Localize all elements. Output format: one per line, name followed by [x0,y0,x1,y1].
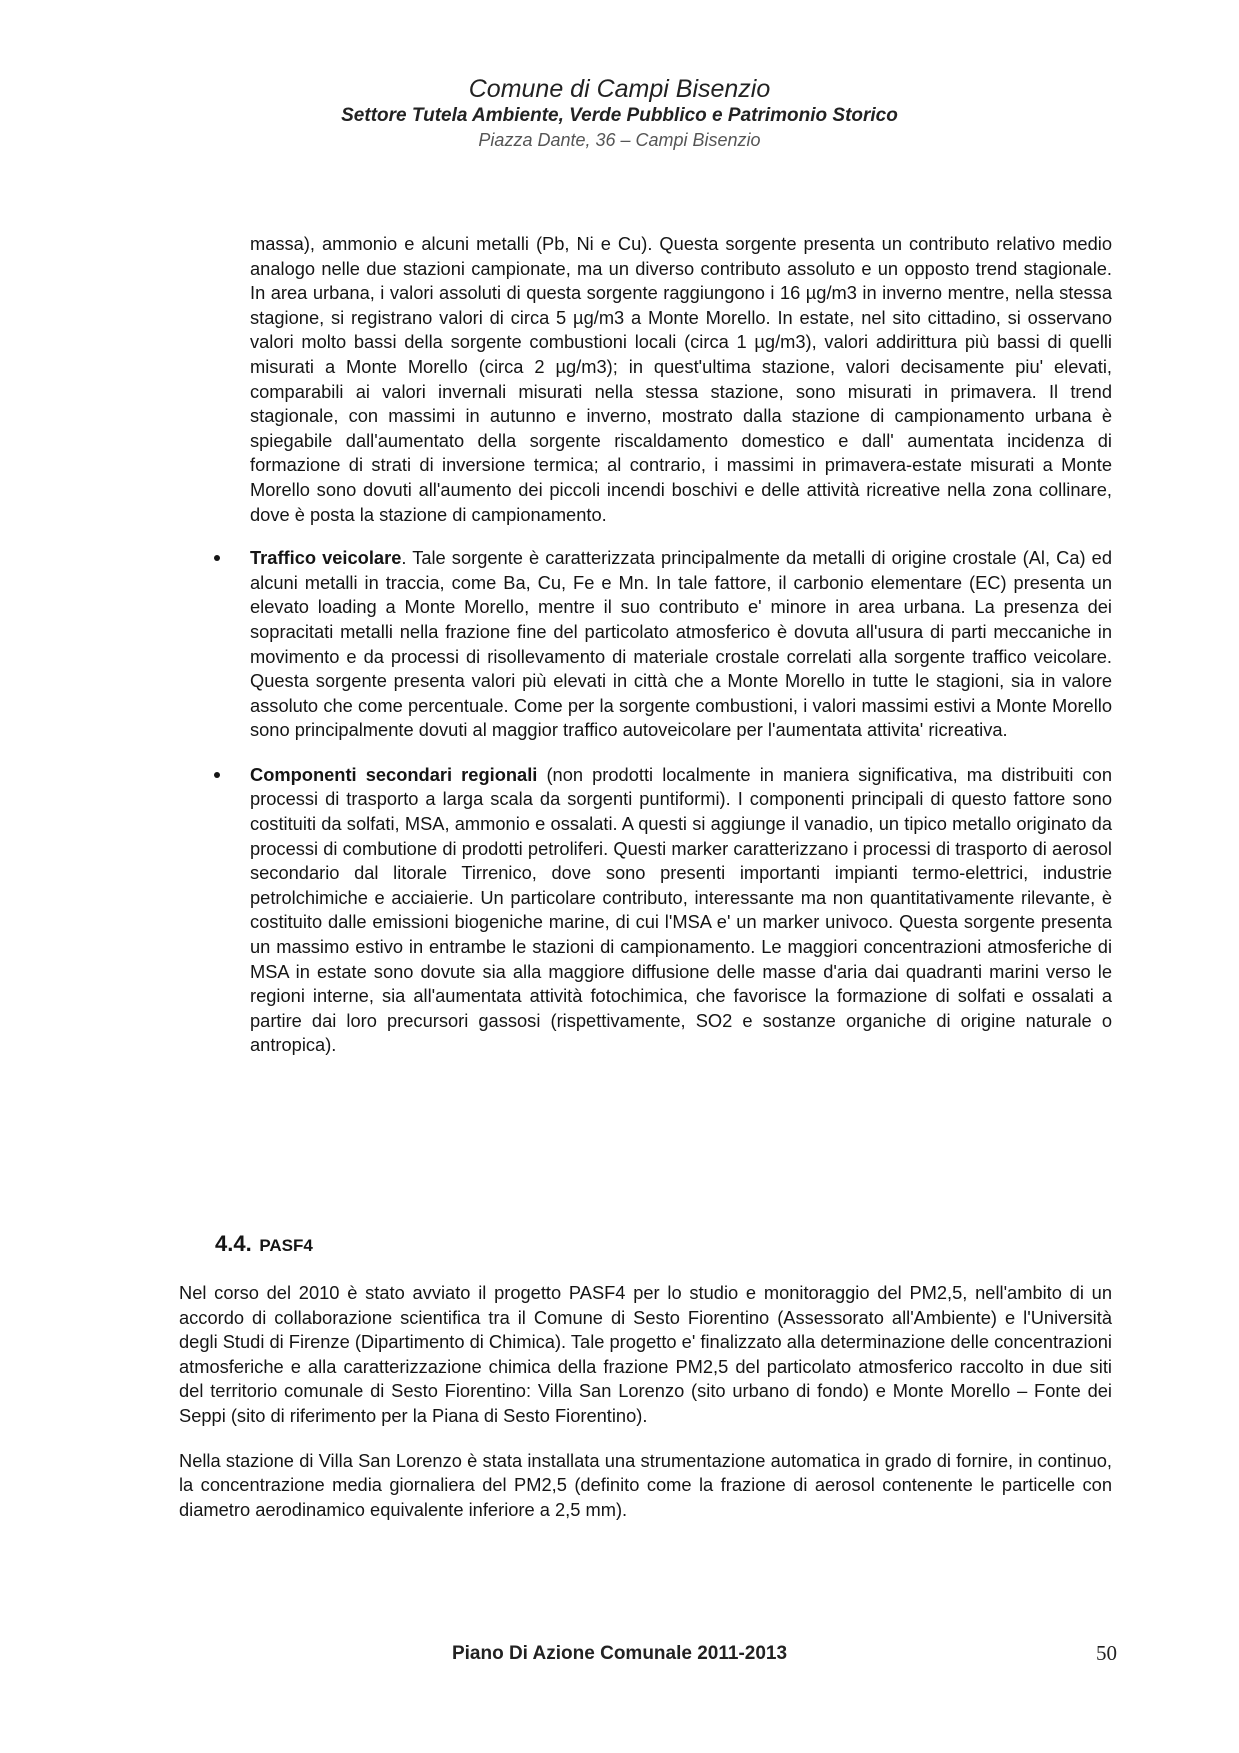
bullet-icon [214,555,220,561]
page-number: 50 [1096,1641,1117,1665]
section-title: PASF4 [259,1236,313,1255]
continuation-paragraph: massa), ammonio e alcuni metalli (Pb, Ni e Cu). Questa sorgente presenta un contributo relativo medio analogo nelle due stazioni campionate, ma un diverso contributo assoluto e un opposto trend stagionale. In area urbana, i valori assoluti di questa sorgente raggiungono i 16 µg/m3 in inverno mentre, nella stessa stagione, si registrano valori di circa 5 µg/m3 a Monte Morello. In estate, nel sito cittadino, si osservano valori molto bassi della sorgente combustioni locali (circa 1 µg/m3), valori addirittura più bassi di quelli misurati a Monte Morello (circa 2 µg/m3); in quest'ultima stazione, valori decisamente piu' elevati, comparabili ai valori invernali misurati nella stessa stazione, sono misurati in primavera. Il trend stagionale, con massimi in autunno e inverno, mostrato dalla stazione di campionamento urbana è spiegabile dall'aumentato della sorgente riscaldamento domestico e dall' aumentata incidenza di formazione di strati di inversione termica; al contrario, i massimi in primavera-estate misurati a Monte Morello sono dovuti all'aumento dei piccoli incendi boschivi e delle attività ricreative nella zona collinare, dove è posta la stazione di campionamento. [250,233,1112,525]
list-item [250,763,1112,1058]
section-heading [215,1227,1112,1261]
section-pasf4 [179,1227,1112,1542]
page-footer [0,1643,1239,1671]
bullet-icon [214,772,220,778]
section-number: 4.4. [215,1231,252,1256]
bullet-term: Traffico veicolare [250,547,402,569]
bullet-term: Componenti secondari regionali [250,763,538,785]
list-item [250,546,1112,743]
section-paragraph: Nella stazione di Villa San Lorenzo è stata installata una strumentazione automatica in grado di fornire, in continuo, la concentrazione media giornaliera del PM2,5 (definito come la frazione di aerosol contenente le particelle con diametro aerodinamico equivalente inferiore a 2,5 mm). [179,1449,1112,1520]
bullet-text: (non prodotti localmente in maniera significativa, ma distribuiti con processi di trasporto a larga scala da sorgenti puntiformi). I componenti principali di questo fattore sono costituiti da solfati, MSA, ammonio e ossalati. A questi si aggiunge il vanadio, un tipico metallo originato da processi di combutione di prodotti petroliferi. Questi marker caratterizzano i processi di trasporto di aerosol secondario dal litorale Tirrenico, dove sono presenti importanti impianti termo-elettrici, industrie petrolchimiche e acciaierie. Un particolare contributo, interessante ma non quantitativamente rilevante, è costituito dalle emissioni biogeniche marine, di cui l'MSA e' un marker univoco. Questa sorgente presenta un massimo estivo in entrambe le stazioni di campionamento. Le maggiori concentrazioni atmosferiche di MSA in estate sono dovute sia alla maggiore diffusione delle masse d'aria dai quadranti marini verso le regioni interne, sia all'aumentata attività fotochimica, che favorisce la formazione di solfati e ossalati a partire dai loro precursori gassosi (rispettivamente, SO2 e sostanze organiche di origine naturale o antropica). [250,763,1112,1056]
page-header [0,74,1239,152]
header-sector: Settore Tutela Ambiente, Verde Pubblico e Patrimonio Storico [341,105,898,126]
bullet-text: . Tale sorgente è caratterizzata principalmente da metalli di origine crostale (Al, Ca) ed alcuni metalli in traccia, come Ba, Cu, Fe e Mn. In tale fattore, il carbonio elementare (EC) presenta un elevato loading a Monte Morello, mentre il suo contributo e' minore in area urbana. La presenza dei sopracitati metalli nella frazione fine del particolato atmosferico è dovuta all'usura di parti meccaniche in movimento e da processi di risollevamento di materiale crostale correlati alla sorgente traffico veicolare. Questa sorgente presenta valori più elevati in città che a Monte Morello in tutte le stagioni, sia in valore assoluto che come percentuale. Come per la sorgente combustioni, i valori massimi estivi a Monte Morello sono principalmente dovuti al maggior traffico autoveicolare per l'aumentata attivita' ricreativa. [250,547,1112,741]
section-paragraph: Nel corso del 2010 è stato avviato il progetto PASF4 per lo studio e monitoraggio del PM2,5, nell'ambito di un accordo di collaborazione scientifica tra il Comune di Sesto Fiorentino (Assessorato all'Ambiente) e l'Università degli Studi di Firenze (Dipartimento di Chimica). Tale progetto e' finalizzato alla determinazione delle concentrazioni atmosferiche e alla caratterizzazione chimica della frazione PM2,5 del particolato atmosferico raccolto in due siti del territorio comunale di Sesto Fiorentino: Villa San Lorenzo (sito urbano di fondo) e Monte Morello – Fonte dei Seppi (sito di riferimento per la Piana di Sesto Fiorentino). [179,1282,1112,1426]
body-content [250,232,1112,1078]
source-list [250,546,1112,1058]
header-address: Piazza Dante, 36 – Campi Bisenzio [478,130,761,150]
footer-title: Piano Di Azione Comunale 2011-2013 [451,1643,788,1664]
header-organization: Comune di Campi Bisenzio [468,75,771,103]
